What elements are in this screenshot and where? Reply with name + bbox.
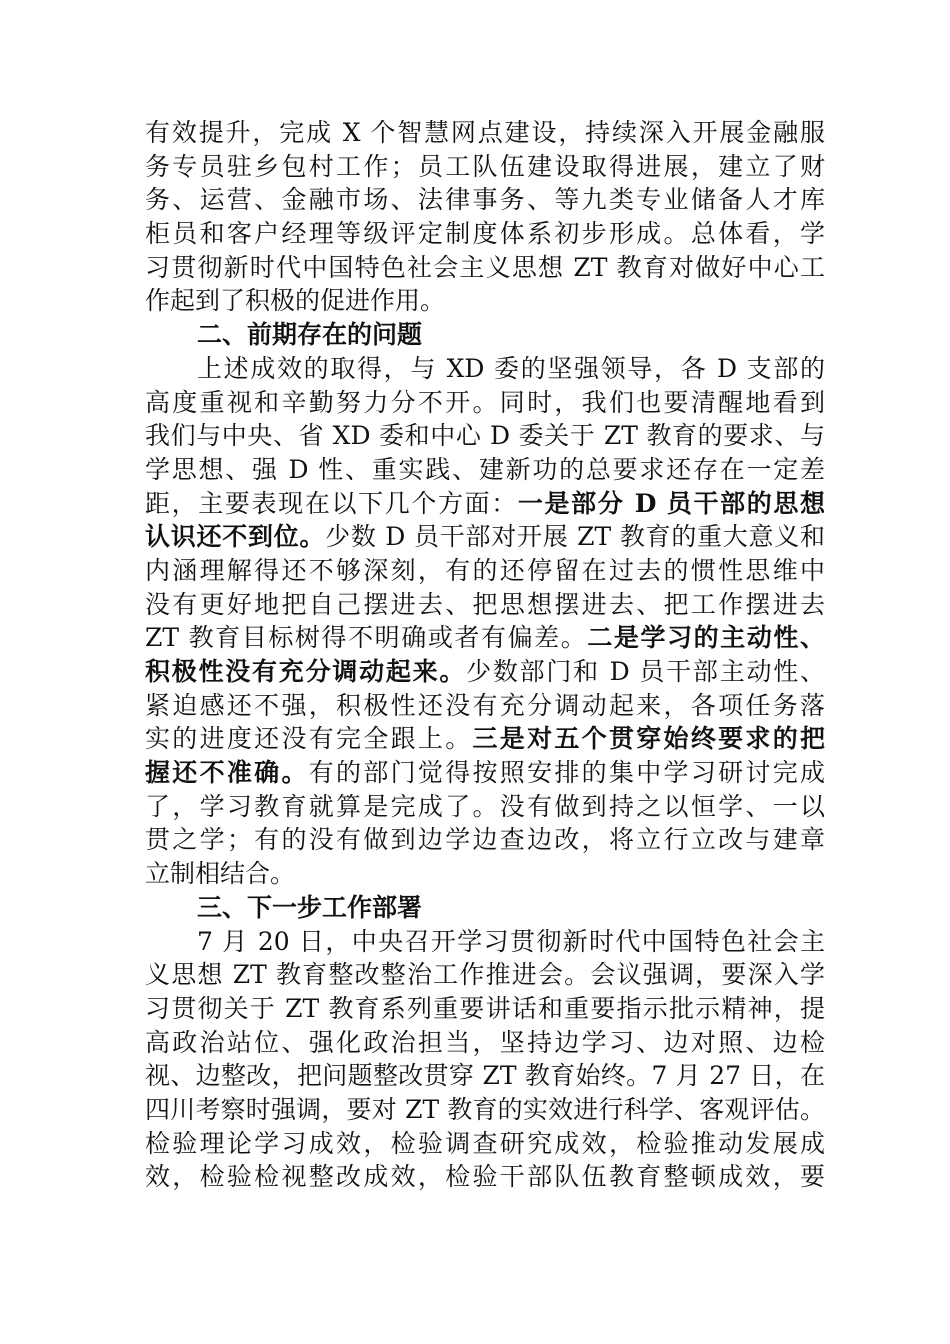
bold-text: 认识还不到位。 [145,522,326,552]
paragraph-line [145,251,825,285]
text-segment: 没有更好地把自己摆进去、把思想摆进去、把工作摆进去 [145,589,825,619]
paragraph-line [145,689,825,723]
bold-text: 握还不准确。 [145,758,309,788]
paragraph-line [145,1127,825,1161]
text-segment: 务专员驻乡包村工作；员工队伍建设取得进展，建立了财 [145,151,825,181]
text-segment: 实的进度还没有完全跟上。 [145,724,473,754]
text-segment: 有的部门觉得按照安排的集中学习研讨完成 [308,758,825,788]
paragraph-line [145,183,825,217]
paragraph-line [145,352,825,386]
paragraph-line [145,554,825,588]
text-segment: 有效提升，完成 X 个智慧网点建设，持续深入开展金融服 [145,118,825,147]
paragraph-line [145,386,825,420]
text-segment: 紧迫感还不强，积极性还没有充分调动起来，各项任务落 [145,690,825,720]
text-segment: 我们与中央、省 XD 委和中心 D 委关于 ZT 教育的要求、与 [145,421,825,451]
text-segment: 7 月 20 日，中央召开学习贯彻新时代中国特色社会主 [197,926,825,956]
bold-text: 一是部分 D 员干部的思想 [517,488,825,518]
text-segment: 学思想、强 D 性、重实践、建新功的总要求还存在一定差 [145,454,825,484]
paragraph-line [145,621,825,655]
paragraph-line [145,925,825,959]
section-heading [145,891,825,925]
paragraph-line [145,116,825,150]
text-segment: 务、运营、金融市场、法律事务、等九类专业储备人才库 [145,185,825,215]
text-segment: 贯之学；有的没有做到边学边查边改，将立行立改与建章 [145,825,825,855]
document-body [145,116,825,1194]
paragraph-line [145,284,825,318]
paragraph-line [145,419,825,453]
paragraph-line [145,1093,825,1127]
paragraph-line [145,520,825,554]
text-segment: 上述成效的取得，与 XD 委的坚强领导，各 D 支部的 [197,353,825,383]
paragraph-line [145,150,825,184]
text-segment: 二、前期存在的问题 [197,320,423,350]
bold-text: 二是学习的主动性、 [587,623,825,653]
text-segment: ZT 教育目标树得不明确或者有偏差。 [145,623,588,653]
text-segment: 效，检验检视整改成效，检验干部队伍教育整顿成效，要 [145,1162,825,1192]
text-segment: 立制相结合。 [145,859,296,889]
paragraph-line [145,790,825,824]
paragraph-line [145,487,825,521]
text-segment: 四川考察时强调，要对 ZT 教育的实效进行科学、客观评估。 [145,1094,825,1124]
text-segment: 习贯彻新时代中国特色社会主义思想 ZT 教育对做好中心工 [145,252,825,282]
paragraph-line [145,722,825,756]
text-segment: 少数部门和 D 员干部主动性、 [466,657,825,686]
text-segment: 习贯彻关于 ZT 教育系列重要讲话和重要指示批示精神，提 [145,993,825,1023]
paragraph-line [145,453,825,487]
text-segment: 距，主要表现在以下几个方面： [145,488,518,518]
text-segment: 三、下一步工作部署 [197,892,423,922]
text-segment: 高政治站位、强化政治担当，坚持边学习、边对照、边检 [145,1027,825,1057]
paragraph-line [145,823,825,857]
paragraph-line [145,217,825,251]
text-segment: 作起到了积极的促进作用。 [145,286,446,316]
bold-text: 三是对五个贯穿始终要求的把 [472,724,825,754]
text-segment: 义思想 ZT 教育整改整治工作推进会。会议强调，要深入学 [145,960,825,990]
section-heading [145,318,825,352]
paragraph-line [145,958,825,992]
bold-text: 积极性没有充分调动起来。 [145,657,467,686]
text-segment: 检验理论学习成效，检验调查研究成效，检验推动发展成 [145,1128,825,1158]
paragraph-line [145,1160,825,1194]
text-segment: 高度重视和辛勤努力分不开。同时，我们也要清醒地看到 [145,387,825,417]
paragraph-line [145,992,825,1026]
paragraph-line [145,857,825,891]
paragraph-line [145,655,825,689]
text-segment: 内涵理解得还不够深刻，有的还停留在过去的惯性思维中 [145,555,825,585]
paragraph-line [145,1059,825,1093]
paragraph-line [145,588,825,622]
text-segment: 了，学习教育就算是完成了。没有做到持之以恒学、一以 [145,791,825,821]
paragraph-line [145,756,825,790]
text-segment: 少数 D 员干部对开展 ZT 教育的重大意义和 [325,522,825,552]
text-segment: 视、边整改，把问题整改贯穿 ZT 教育始终。7 月 27 日，在 [145,1061,825,1091]
text-segment: 柜员和客户经理等级评定制度体系初步形成。总体看，学 [145,219,825,249]
paragraph-line [145,1026,825,1060]
